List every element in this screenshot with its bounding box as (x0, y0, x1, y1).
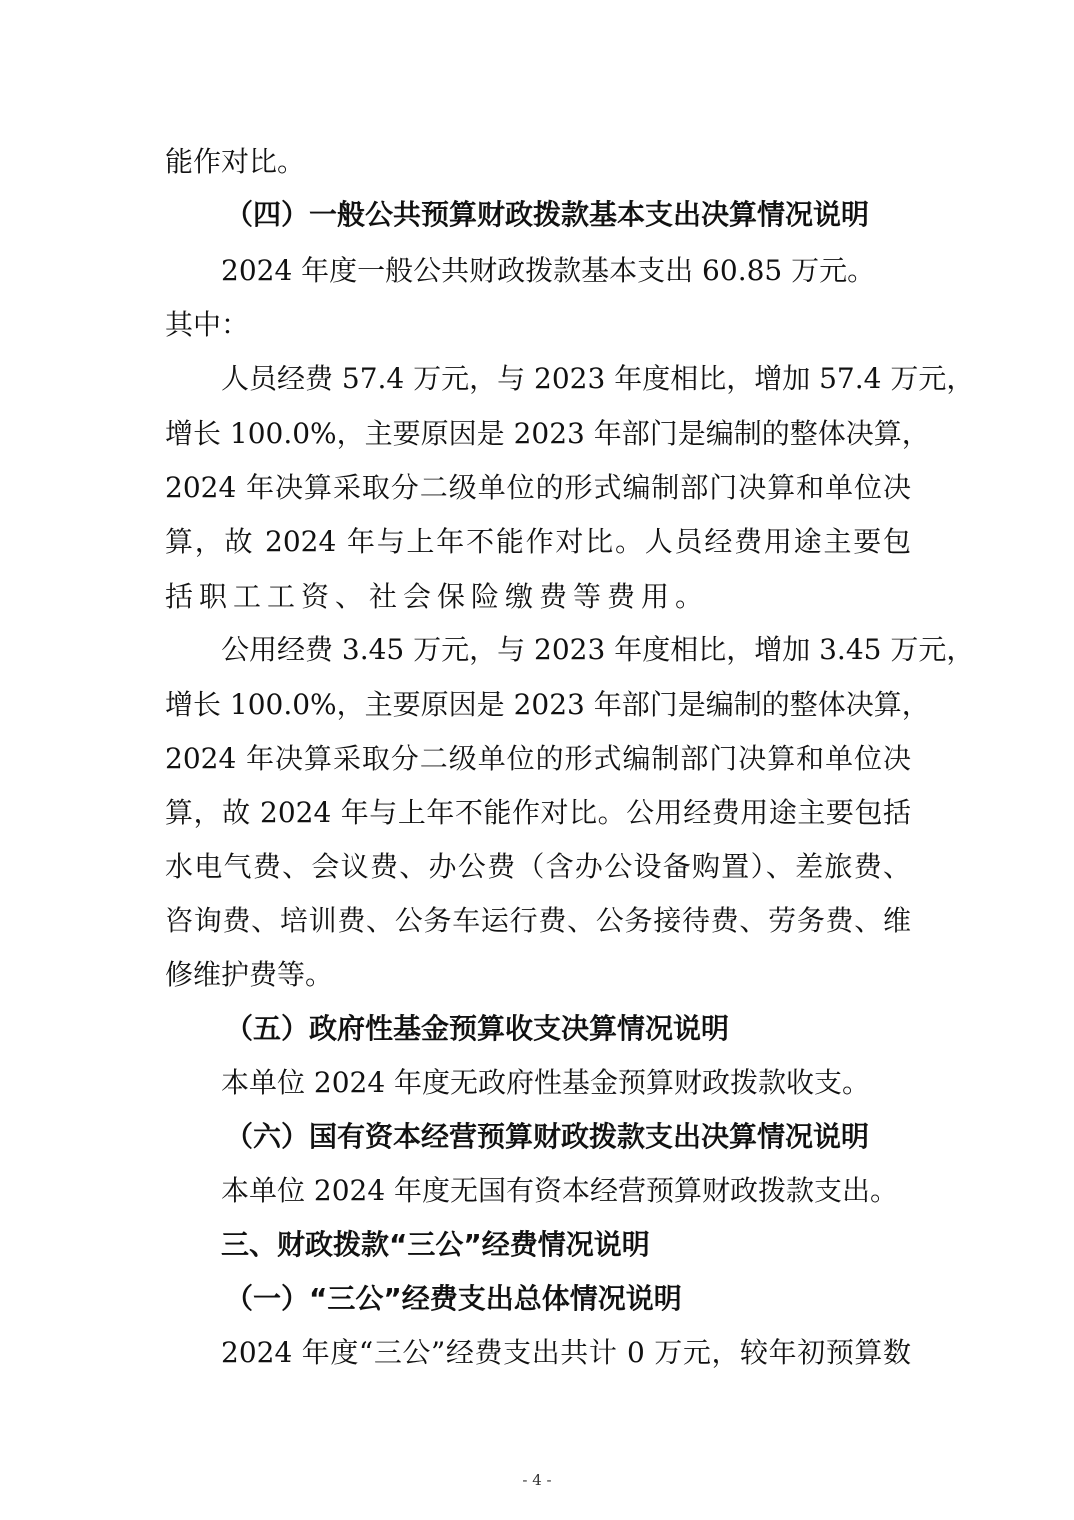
body-text-line: 修维护费等。 (165, 958, 334, 991)
body-text-line: 人员经费 57.4 万元，与 2023 年度相比，增加 57.4 万元， (221, 362, 975, 395)
page-number: - 4 - (522, 1471, 552, 1489)
body-text-line: 增长 100.0%，主要原因是 2023 年部门是编制的整体决算， (165, 688, 930, 721)
body-text-line: 水电气费、会议费、办公费（含办公设备购置）、差旅费、 (165, 850, 911, 883)
body-text-line: 公用经费 3.45 万元，与 2023 年度相比，增加 3.45 万元， (221, 633, 975, 666)
body-text-line: 括职工工资、社会保险缴费等费用。 (165, 580, 710, 613)
body-text-line: 本单位 2024 年度无政府性基金预算财政拨款收支。 (221, 1066, 871, 1099)
body-text-line: 其中： (165, 308, 250, 341)
section-heading-6: （六）国有资本经营预算财政拨款支出决算情况说明 (225, 1120, 870, 1153)
body-text-line: 2024 年决算采取分二级单位的形式编制部门决算和单位决 (165, 471, 911, 504)
body-text-line: 咨询费、培训费、公务车运行费、公务接待费、劳务费、维 (165, 904, 911, 937)
body-text-line: 增长 100.0%，主要原因是 2023 年部门是编制的整体决算， (165, 417, 930, 450)
body-text-line: 本单位 2024 年度无国有资本经营预算财政拨款支出。 (221, 1174, 899, 1207)
section-heading-5: （五）政府性基金预算收支决算情况说明 (225, 1012, 730, 1045)
body-text-line: 2024 年决算采取分二级单位的形式编制部门决算和单位决 (165, 742, 911, 775)
body-text-line: 2024 年度一般公共财政拨款基本支出 60.85 万元。 (221, 254, 876, 287)
chapter-heading-3: 三、财政拨款“三公”经费情况说明 (221, 1228, 650, 1261)
body-text-line: 算，故 2024 年与上年不能作对比。人员经费用途主要包 (165, 525, 911, 558)
body-text-line: 能作对比。 (165, 145, 306, 178)
body-text-line: 算，故 2024 年与上年不能作对比。公用经费用途主要包括 (165, 796, 911, 829)
subsection-heading-1: （一）“三公”经费支出总体情况说明 (225, 1282, 682, 1315)
body-text-line: 2024 年度“三公”经费支出共计 0 万元，较年初预算数 (221, 1336, 911, 1369)
section-heading-4: （四）一般公共预算财政拨款基本支出决算情况说明 (225, 198, 870, 231)
